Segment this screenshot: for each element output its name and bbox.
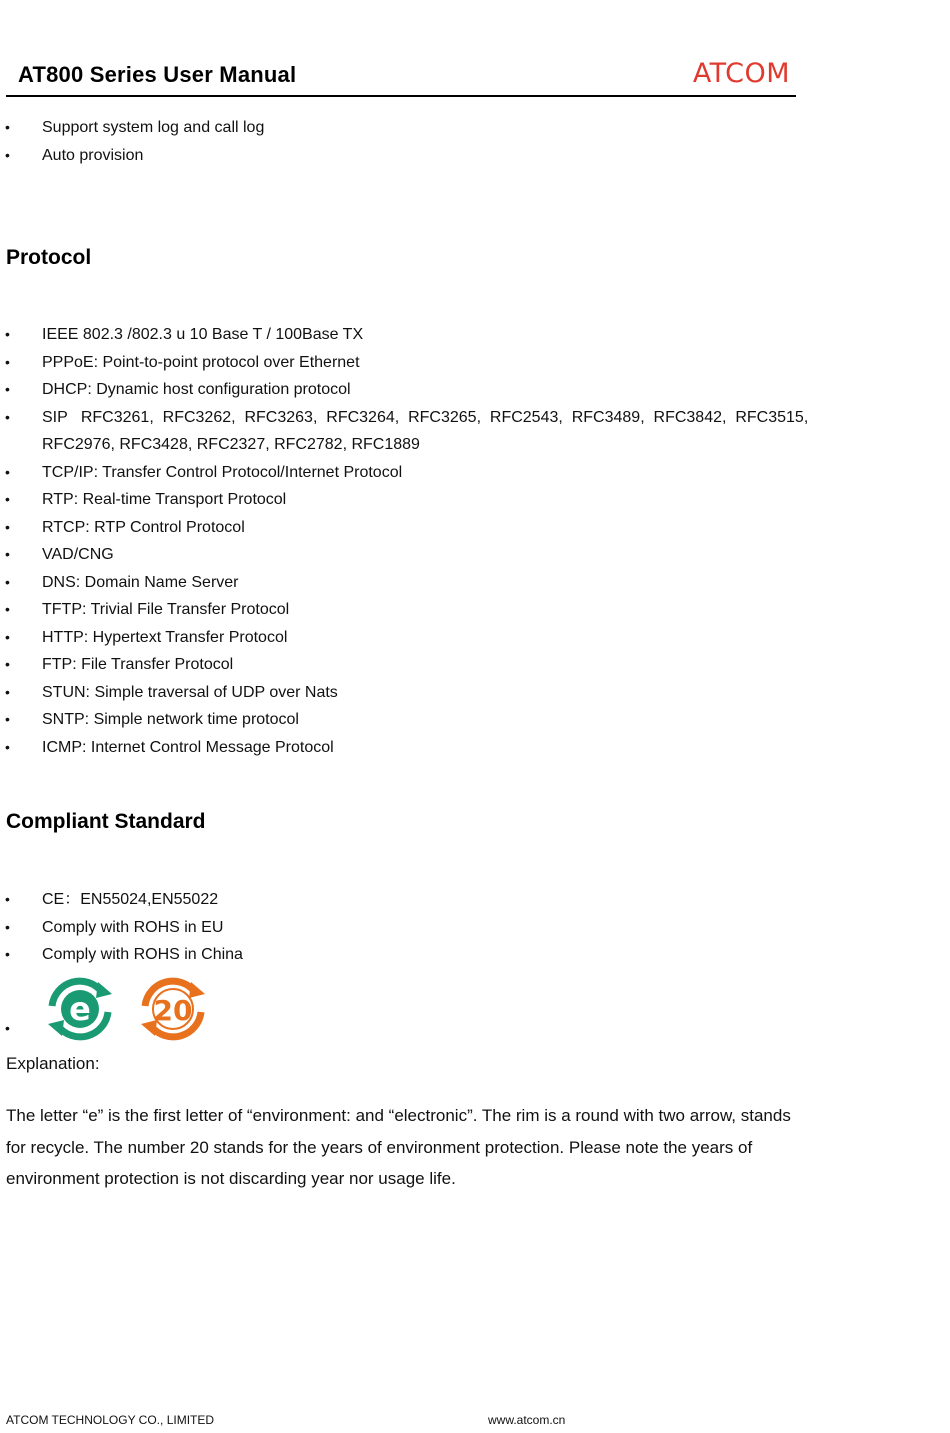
list-item: • RTCP: RTP Control Protocol xyxy=(0,514,800,542)
e-mark-label: e xyxy=(69,990,91,1028)
list-item: • Comply with ROHS in EU xyxy=(0,914,800,942)
bullet-icon: • xyxy=(5,918,10,935)
compliant-standard-heading: Compliant Standard xyxy=(6,810,206,833)
list-item: • TCP/IP: Transfer Control Protocol/Internet Protocol xyxy=(0,459,800,487)
rohs-20-logo-icon xyxy=(135,976,211,1042)
protocol-heading: Protocol xyxy=(6,246,92,269)
bullet-icon: • xyxy=(5,518,10,535)
list-item: • ICMP: Internet Control Message Protocol xyxy=(0,734,800,762)
bullet-icon: • xyxy=(5,463,10,480)
list-item: • SIP RFC3261, RFC3262, RFC3263, RFC3264, RFC3265, RFC2543, RFC3489, RFC3842, RFC3515, RFC2976, RFC3428, RFC2327, RFC2782, RFC1889 xyxy=(0,404,800,459)
bullet-icon: • xyxy=(5,546,10,562)
bullet-icon: • xyxy=(5,573,10,590)
explanation-label: Explanation: xyxy=(6,1054,100,1073)
bullet-icon: • xyxy=(5,711,10,727)
bullet-icon: • xyxy=(5,491,10,507)
protocol-list xyxy=(0,321,809,761)
list-item: • STUN: Simple traversal of UDP over Nats xyxy=(0,679,800,707)
brand-logo: ATCOM xyxy=(692,58,790,89)
bullet-icon: • xyxy=(5,628,10,645)
list-item: • DHCP: Dynamic host configuration protocol xyxy=(0,376,800,404)
bullet-icon: • xyxy=(5,683,10,700)
bullet-icon: • xyxy=(5,408,10,425)
footer-url: www.atcom.cn xyxy=(488,1413,566,1427)
rohs-logos xyxy=(0,972,300,1042)
bullet-icon: • xyxy=(5,146,10,163)
footer-company: ATCOM TECHNOLOGY CO., LIMITED xyxy=(6,1413,215,1427)
document-title: AT800 Series User Manual xyxy=(18,62,297,87)
bullet-icon: • xyxy=(5,381,10,397)
years-mark-label: 20 xyxy=(153,994,193,1027)
list-item: • Support system log and call log xyxy=(0,114,800,142)
intro-list xyxy=(0,114,800,169)
bullet-icon: • xyxy=(5,946,10,962)
list-item: • DNS: Domain Name Server xyxy=(0,569,800,597)
list-item: • Comply with ROHS in China xyxy=(0,941,800,969)
list-item: • IEEE 802.3 /802.3 u 10 Base T / 100Base TX xyxy=(0,321,800,349)
list-item: • Auto provision xyxy=(0,142,800,170)
bullet-icon: • xyxy=(5,353,10,370)
bullet-icon: • xyxy=(5,119,10,135)
compliance-list xyxy=(0,886,800,969)
bullet-icon: • xyxy=(5,891,10,907)
rohs-e-logo-icon xyxy=(42,976,118,1042)
bullet-icon: • xyxy=(5,738,10,755)
list-item: • PPPoE: Point-to-point protocol over Ethernet xyxy=(0,349,800,377)
bullet-icon: • xyxy=(5,326,10,342)
bullet-icon: • xyxy=(5,656,10,672)
list-item: • VAD/CNG xyxy=(0,541,800,569)
list-item: • TFTP: Trivial File Transfer Protocol xyxy=(0,596,800,624)
page-header xyxy=(6,58,796,97)
list-item: • CE：EN55024,EN55022 xyxy=(0,886,800,914)
list-item: • FTP: File Transfer Protocol xyxy=(0,651,800,679)
list-item: • HTTP: Hypertext Transfer Protocol xyxy=(0,624,800,652)
explanation-text: The letter “e” is the first letter of “environment: and “electronic”. The rim is a round with two arrow, stands for recycle. The number 20 stands for the years of environment protection. Please note the years of environment protection is not discarding year nor usage life. xyxy=(6,1106,791,1188)
bullet-icon: • xyxy=(5,1020,10,1036)
list-item: • RTP: Real-time Transport Protocol xyxy=(0,486,800,514)
list-item: • SNTP: Simple network time protocol xyxy=(0,706,800,734)
bullet-icon: • xyxy=(5,601,10,617)
